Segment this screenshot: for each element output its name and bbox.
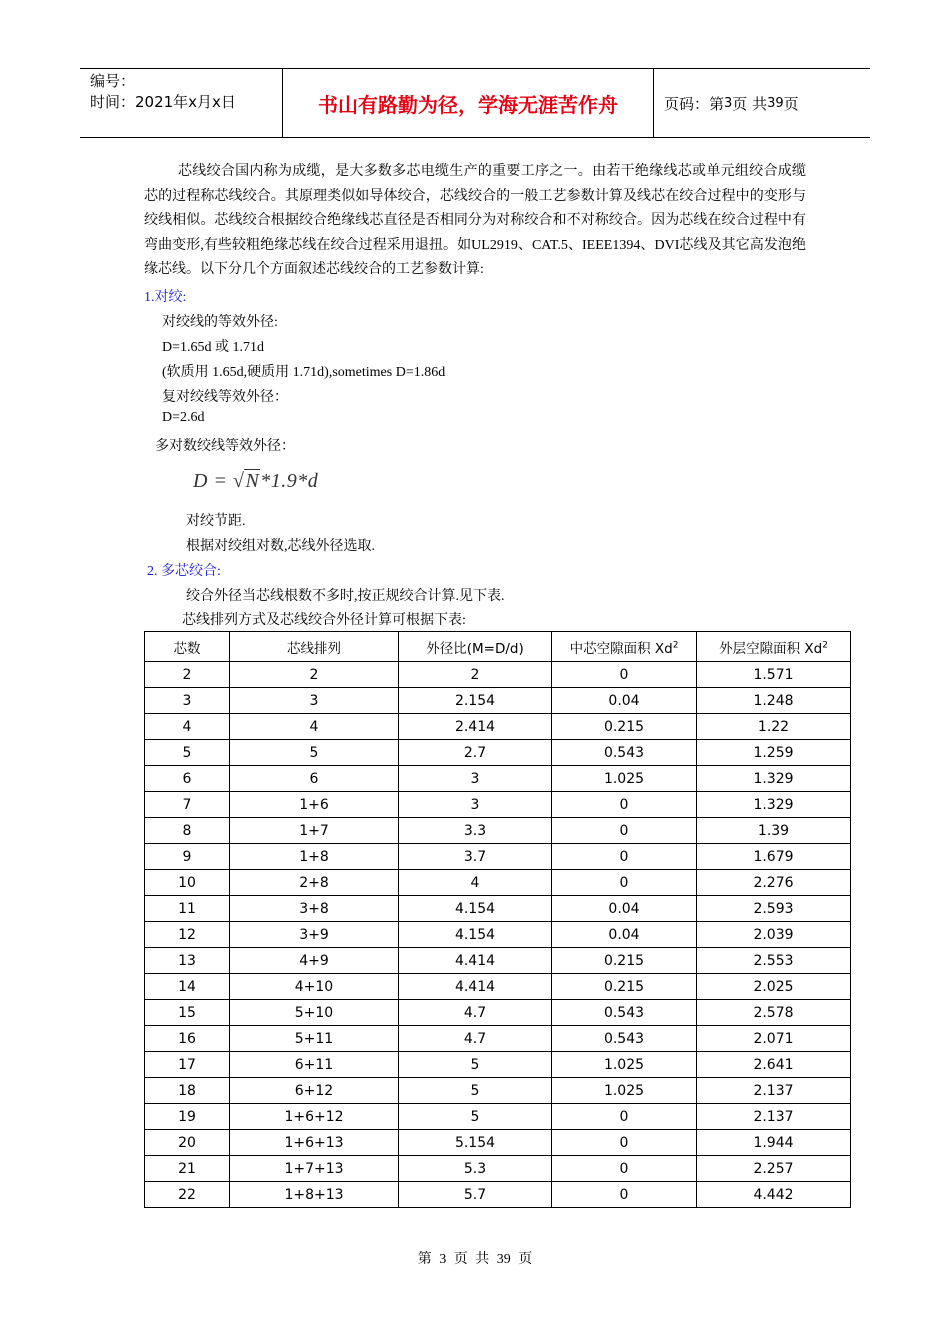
- table-cell: 2: [399, 662, 552, 688]
- table-cell: 2.276: [697, 870, 851, 896]
- col-header-diameter-ratio: 外径比(M=D/d): [399, 632, 552, 662]
- table-cell: 1.025: [552, 766, 697, 792]
- table-cell: 0: [552, 844, 697, 870]
- table-cell: 0.04: [552, 922, 697, 948]
- table-cell: 1+6+13: [230, 1130, 399, 1156]
- section1-heading: 1.对绞:: [144, 290, 187, 305]
- table-row: [145, 662, 851, 688]
- page-footer: 第 3 页 共 39 页: [417, 1252, 533, 1267]
- header-meta: [80, 69, 282, 137]
- page-mid: 页 共: [732, 94, 768, 113]
- core-stranding-table: [144, 631, 851, 1208]
- table-cell: 5+10: [230, 1000, 399, 1026]
- table-cell: 2: [145, 662, 230, 688]
- table-cell: 11: [145, 896, 230, 922]
- table-cell: 4.7: [399, 1000, 552, 1026]
- table-cell: 4.7: [399, 1026, 552, 1052]
- table-header-row: [145, 632, 851, 662]
- table-cell: 6+12: [230, 1078, 399, 1104]
- table-cell: 1.025: [552, 1078, 697, 1104]
- table-cell: 6+11: [230, 1052, 399, 1078]
- table-row: [145, 766, 851, 792]
- table-cell: 2.137: [697, 1078, 851, 1104]
- section1-line: D=2.6d: [162, 410, 205, 425]
- table-cell: 3+8: [230, 896, 399, 922]
- table-cell: 2.071: [697, 1026, 851, 1052]
- table-row: [145, 1156, 851, 1182]
- table-cell: 1+8+13: [230, 1182, 399, 1208]
- table-cell: 4: [230, 714, 399, 740]
- table-cell: 5: [230, 740, 399, 766]
- table-cell: 3.3: [399, 818, 552, 844]
- table-cell: 1.679: [697, 844, 851, 870]
- table-cell: 0.215: [552, 714, 697, 740]
- table-cell: 1.39: [697, 818, 851, 844]
- table-cell: 2.578: [697, 1000, 851, 1026]
- table-cell: 15: [145, 1000, 230, 1026]
- table-row: [145, 688, 851, 714]
- table-cell: 2.641: [697, 1052, 851, 1078]
- table-cell: 1.571: [697, 662, 851, 688]
- table-row: [145, 1104, 851, 1130]
- table-cell: 5+11: [230, 1026, 399, 1052]
- header-motto: 书山有路勤为径，学海无涯苦作舟: [282, 69, 654, 137]
- table-cell: 5: [399, 1104, 552, 1130]
- formula-radicand: N: [245, 470, 260, 492]
- equivalent-diameter-formula: [193, 470, 318, 493]
- table-cell: 4.442: [697, 1182, 851, 1208]
- table-cell: 5: [399, 1078, 552, 1104]
- section1-line: 多对数绞线等效外径：: [155, 439, 295, 454]
- table-cell: 2+8: [230, 870, 399, 896]
- table-cell: 0: [552, 818, 697, 844]
- table-cell: 10: [145, 870, 230, 896]
- table-cell: 5.154: [399, 1130, 552, 1156]
- table-cell: 2.257: [697, 1156, 851, 1182]
- table-row: [145, 1182, 851, 1208]
- table-body: [145, 662, 851, 1208]
- table-cell: 2.025: [697, 974, 851, 1000]
- table-cell: 1+6: [230, 792, 399, 818]
- col-header-arrangement: 芯线排列: [230, 632, 399, 662]
- table-cell: 2: [230, 662, 399, 688]
- table-cell: 4.154: [399, 896, 552, 922]
- col-header-center-gap-area: 中芯空隙面积 Xd$^2$: [552, 632, 697, 662]
- table-row: [145, 792, 851, 818]
- table-cell: 0.543: [552, 1000, 697, 1026]
- formula-lhs: D =: [193, 470, 228, 492]
- table-cell: 6: [145, 766, 230, 792]
- table-cell: 5: [399, 1052, 552, 1078]
- table-cell: 1+7+13: [230, 1156, 399, 1182]
- page-number: 3: [724, 95, 733, 111]
- table-row: [145, 922, 851, 948]
- table-cell: 2.7: [399, 740, 552, 766]
- table-cell: 3: [230, 688, 399, 714]
- table-cell: 20: [145, 1130, 230, 1156]
- table-cell: 21: [145, 1156, 230, 1182]
- table-cell: 1.248: [697, 688, 851, 714]
- table-row: [145, 870, 851, 896]
- table-cell: 14: [145, 974, 230, 1000]
- section1-after-line: 对绞节距.: [186, 514, 246, 529]
- section1-line: 复对绞线等效外径：: [162, 390, 288, 405]
- table-cell: 0.04: [552, 688, 697, 714]
- table-cell: 3: [399, 792, 552, 818]
- table-cell: 13: [145, 948, 230, 974]
- table-cell: 0: [552, 792, 697, 818]
- table-cell: 0.543: [552, 740, 697, 766]
- table-cell: 1.944: [697, 1130, 851, 1156]
- table-cell: 3: [145, 688, 230, 714]
- doc-number-label: 编号：: [90, 72, 136, 90]
- table-cell: 0.215: [552, 974, 697, 1000]
- table-cell: 4.414: [399, 974, 552, 1000]
- table-cell: 2.593: [697, 896, 851, 922]
- table-cell: 2.039: [697, 922, 851, 948]
- table-cell: 0: [552, 870, 697, 896]
- table-cell: 0.215: [552, 948, 697, 974]
- table-row: [145, 974, 851, 1000]
- table-cell: 4+10: [230, 974, 399, 1000]
- page-suffix: 页: [783, 94, 799, 113]
- sqrt-symbol: √N: [232, 470, 260, 492]
- table-cell: 1.329: [697, 766, 851, 792]
- table-cell: 16: [145, 1026, 230, 1052]
- table-row: [145, 1130, 851, 1156]
- table-cell: 17: [145, 1052, 230, 1078]
- col-header-outer-gap-area: 外层空隙面积 Xd$^2$: [697, 632, 851, 662]
- table-row: [145, 714, 851, 740]
- table-cell: 0.04: [552, 896, 697, 922]
- table-cell: 1+8: [230, 844, 399, 870]
- table-row: [145, 896, 851, 922]
- table-cell: 1.025: [552, 1052, 697, 1078]
- section2-heading: 2. 多芯绞合:: [147, 564, 221, 579]
- table-cell: 5.7: [399, 1182, 552, 1208]
- table-cell: 0: [552, 1156, 697, 1182]
- table-cell: 2.414: [399, 714, 552, 740]
- table-cell: 1.329: [697, 792, 851, 818]
- header-page-info: [654, 69, 870, 137]
- table-cell: 19: [145, 1104, 230, 1130]
- table-row: [145, 1026, 851, 1052]
- table-row: [145, 1078, 851, 1104]
- table-cell: 4: [399, 870, 552, 896]
- table-cell: 0: [552, 662, 697, 688]
- table-cell: 4+9: [230, 948, 399, 974]
- table-row: [145, 1000, 851, 1026]
- table-cell: 18: [145, 1078, 230, 1104]
- table-row: [145, 948, 851, 974]
- table-cell: 5.3: [399, 1156, 552, 1182]
- table-cell: 1+7: [230, 818, 399, 844]
- table-cell: 3+9: [230, 922, 399, 948]
- table-cell: 22: [145, 1182, 230, 1208]
- section1-after-line: 根据对绞组对数,芯线外径选取.: [186, 539, 375, 554]
- section2-line: 芯线排列方式及芯线绞合外径计算可根据下表:: [182, 613, 466, 628]
- table-cell: 5: [145, 740, 230, 766]
- table-cell: 6: [230, 766, 399, 792]
- intro-paragraph: [144, 160, 806, 283]
- table-cell: 0.543: [552, 1026, 697, 1052]
- table-row: [145, 1052, 851, 1078]
- section1-line: D=1.65d 或 1.71d: [162, 340, 265, 355]
- table-cell: 1.259: [697, 740, 851, 766]
- table-cell: 9: [145, 844, 230, 870]
- table-cell: 4.414: [399, 948, 552, 974]
- page-header: [80, 68, 870, 138]
- table-cell: 3: [399, 766, 552, 792]
- page-total: 39: [767, 95, 784, 111]
- table-cell: 0: [552, 1104, 697, 1130]
- table-cell: 3.7: [399, 844, 552, 870]
- table-cell: 8: [145, 818, 230, 844]
- table-row: [145, 844, 851, 870]
- doc-time-label: 时间：2021年x月x日: [90, 93, 236, 111]
- table-cell: 4.154: [399, 922, 552, 948]
- table-cell: 1+6+12: [230, 1104, 399, 1130]
- page-prefix: 页码：第: [664, 94, 725, 113]
- table-cell: 12: [145, 922, 230, 948]
- col-header-core-count: 芯数: [145, 632, 230, 662]
- table-cell: 2.553: [697, 948, 851, 974]
- formula-rest: *1.9*d: [260, 470, 319, 492]
- table-row: [145, 818, 851, 844]
- intro-text: 芯线绞合国内称为成缆，是大多数多芯电缆生产的重要工序之一。由若干绝缘线芯或单元组绞合成缆芯的过程称芯线绞合。其原理类似如导体绞合，芯线绞合的一般工艺参数计算及线芯在绞合过程中的变形与绞线相似。芯线绞合根据绞合绝缘线芯直径是否相同分为对称绞合和不对称绞合。因为芯线在绞合过程中有弯曲变形,有些较粗绝缘芯线在绞合过程采用退扭。如UL2919、CAT.5、IEEE1394、DVI芯线及其它高发泡绝缘芯线。以下分几个方面叙述芯线绞合的工艺参数计算:: [144, 164, 806, 278]
- table-cell: 7: [145, 792, 230, 818]
- section1-line: 对绞线的等效外径:: [162, 315, 278, 330]
- table-cell: 2.137: [697, 1104, 851, 1130]
- table-cell: 2.154: [399, 688, 552, 714]
- table-row: [145, 740, 851, 766]
- section2-line: 绞合外径当芯线根数不多时,按正规绞合计算.见下表.: [186, 589, 505, 604]
- section1-line: (软质用 1.65d,硬质用 1.71d),sometimes D=1.86d: [162, 365, 446, 380]
- table-cell: 0: [552, 1130, 697, 1156]
- table-cell: 4: [145, 714, 230, 740]
- table-cell: 1.22: [697, 714, 851, 740]
- table-cell: 0: [552, 1182, 697, 1208]
